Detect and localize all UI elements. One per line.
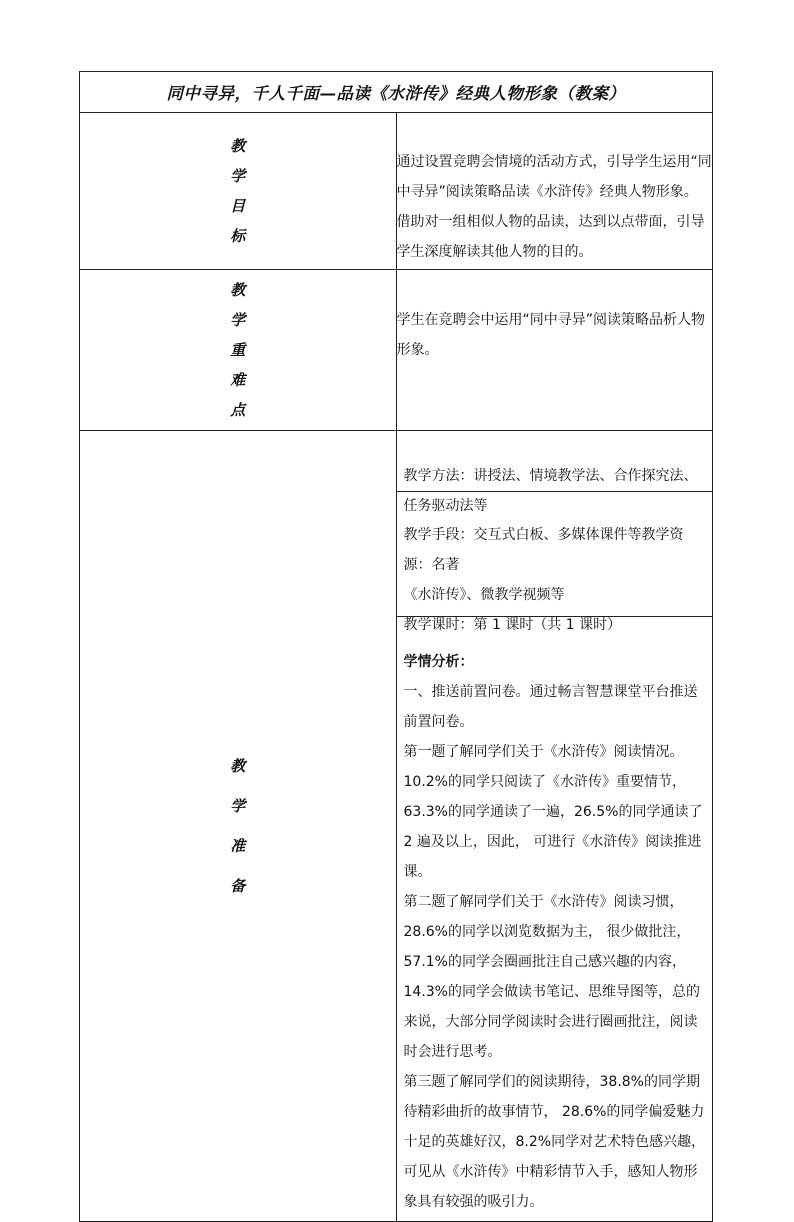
methods-block [397,431,713,514]
objectives-content [396,113,713,270]
label-char: 标 [230,227,246,245]
key-points-text: 学生在竞聘会中运用“同中寻异”阅读策略品析人物形象。 [396,312,706,358]
preparation-content [396,431,713,1222]
lesson-plan-table [79,71,713,1222]
analysis-heading: 学情分析： [403,654,474,670]
analysis-paragraph: 一、推送前置问卷。通过畅言智慧课堂平台推送前置问卷。 [403,684,698,730]
label-char: 备 [230,877,246,895]
label-char: 目 [230,197,246,215]
preparation-label [80,431,397,1222]
means-text-line1: 教学手段：交互式白板、多媒体课件等教学资源：名著 [403,527,684,573]
label-char: 教 [230,281,246,299]
means-text-line2: 《水浒传》、微教学视频等 [403,587,565,603]
label-char: 学 [230,311,246,329]
hours-text: 教学课时：第 1 课时（共 1 课时） [403,617,622,633]
analysis-block [397,616,713,1221]
label-char: 点 [230,401,246,419]
document-title: 同中寻异，千人千面—品读《水浒传》经典人物形象（教案） [80,72,713,113]
label-char: 重 [230,341,246,359]
key-points-content [396,270,713,431]
analysis-paragraph: 第一题了解同学们关于《水浒传》阅读情况。10.2%的同学只阅读了《水浒传》重要情节，63.3%的同学通读了一遍，26.5%的同学通读了 2 遍及以上，因此， 可进行《水浒传》阅读推进课。 [403,744,703,880]
label-char: 难 [230,371,246,389]
label-char: 学 [230,797,246,815]
key-points-label [80,270,397,431]
label-char: 学 [230,167,246,185]
methods-text: 教学方法：讲授法、情境教学法、合作探究法、任务驱动法等 [403,468,698,514]
objectives-label [80,113,397,270]
analysis-paragraph: 第二题了解同学们关于《水浒传》阅读习惯，28.6%的同学以浏览数据为主， 很少做批注，57.1%的同学会圈画批注自己感兴趣的内容，14.3%的同学会做读书笔记、思维导图等，总的来说，大部分同学阅读时会进行圈画批注，阅读时会进行思考。 [403,894,700,1060]
objective-paragraph: 通过设置竞聘会情境的活动方式，引导学生运用“同中寻异”阅读策略品读《水浒传》经典人物形象。 [396,154,712,200]
label-char: 教 [230,757,246,775]
label-char: 准 [230,837,246,855]
objective-paragraph: 借助对一组相似人物的品读，达到以点带面，引导学生深度解读其他人物的目的。 [396,214,705,260]
label-char: 教 [230,137,246,155]
analysis-paragraph: 第三题了解同学们的阅读期待，38.8%的同学期待精彩曲折的故事情节， 28.6%的同学偏爱魅力十足的英雄好汉，8.2%同学对艺术特色感兴趣，可见从《水浒传》中精彩情节入手，感知人物形象具有较强的吸引力。 [403,1074,706,1210]
